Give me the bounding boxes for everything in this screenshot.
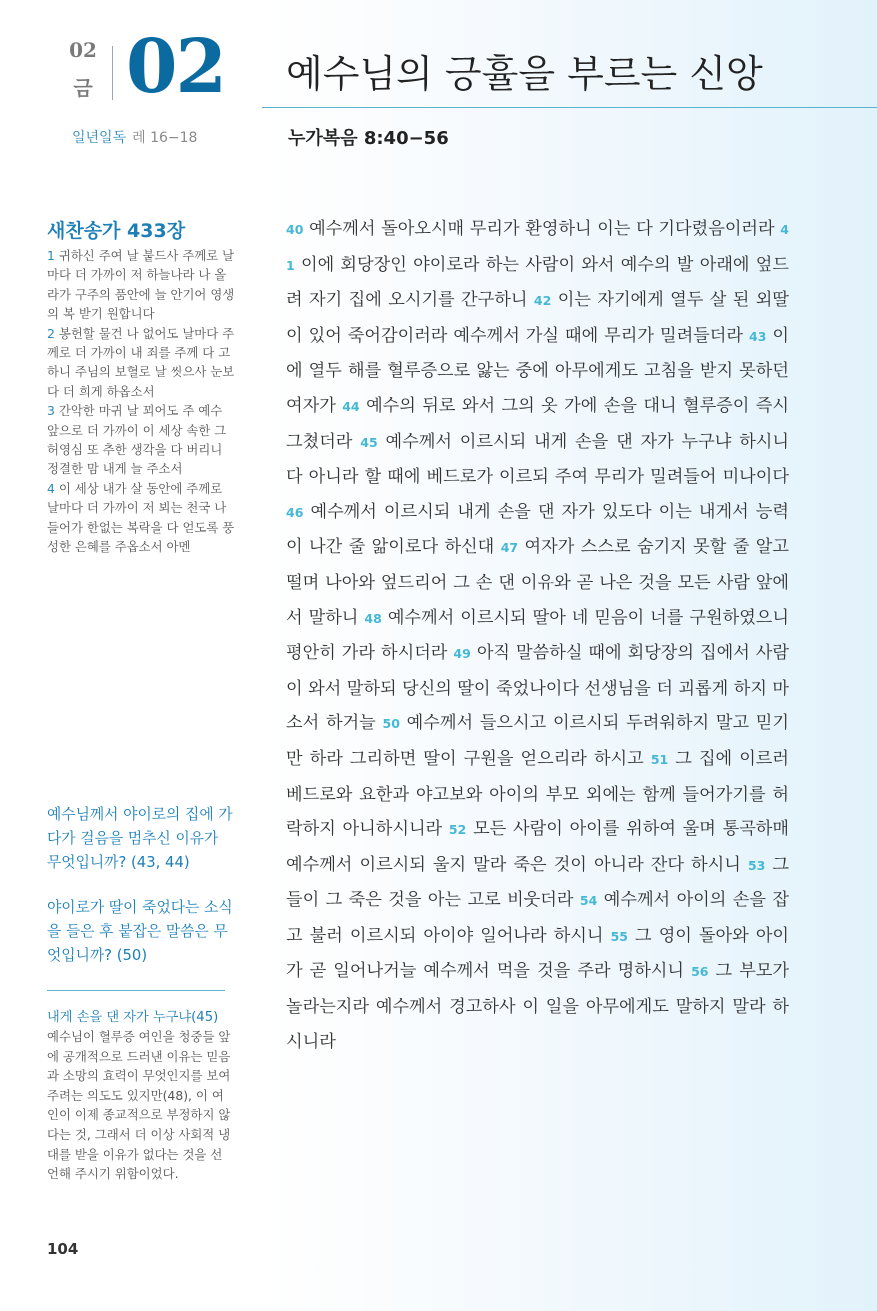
- verse-number: 48: [364, 610, 382, 626]
- verse-text: 이에 열두 해를 혈루증으로 앓는 중에 아무에게도 고침을 받지 못하던 여자가: [286, 325, 790, 416]
- small-date: 02: [69, 38, 97, 62]
- reading-label: 일년일독: [72, 130, 127, 146]
- verse-text: 이에 회당장인 야이로라 하는 사람이 와서 예수의 발 아래에 엎드려 자기 집에 오시기를 간구하니: [286, 254, 789, 311]
- verse-number: 54: [579, 893, 598, 909]
- annual-reading: [72, 127, 197, 147]
- verse-text: 아직 말씀하실 때에 회당장의 집에서 사람이 와서 말하되 당신의 딸이 죽었나이다 선생님을 더 괴롭게 하지 마소서 하거늘: [286, 643, 790, 734]
- hymn-title: 새찬송가 433장: [47, 220, 186, 242]
- question-1: 예수님께서 야이로의 집에 가다가 걸음을 멈추신 이유가 무엇입니까? (43, 44): [47, 806, 233, 871]
- verse-text: 예수께서 이르시되 내게 손을 댄 자가 있도다 이는 내게서 능력이 나간 줄 앎이로다 하신대: [286, 501, 789, 558]
- hymn-verse-number: 4: [47, 480, 55, 496]
- note-divider: [47, 990, 225, 991]
- day-of-week: 금: [73, 76, 93, 100]
- verse-number: 45: [360, 434, 378, 450]
- note-title: 내게 손을 댄 자가 누구냐(45): [47, 1010, 219, 1025]
- hymn-verse-number: 3: [47, 403, 55, 419]
- verse-number: 53: [747, 857, 766, 873]
- verse-number: 47: [500, 540, 519, 556]
- page-title: 예수님의 긍휼을 부르는 신앙: [286, 52, 763, 96]
- hymn-verse-number: 1: [47, 248, 55, 263]
- hymn-verse-number: 2: [47, 325, 55, 341]
- verse-text: 모든 사람이 아이를 위하여 울며 통곡하매 예수께서 이르시되 울지 말라 죽은 것이 아니라 잔다 하시니: [286, 819, 790, 875]
- question-2: 야이로가 딸이 죽었다는 소식을 들은 후 붙잡은 말씀은 무엇입니까? (50): [47, 899, 233, 964]
- date-divider: [112, 46, 113, 100]
- note-body: 예수님이 혈루증 여인을 청중들 앞에 공개적으로 드러낸 이유는 믿음과 소망의 효력이 무엇인지를 보여주려는 의도도 있지만(48), 이 여인이 이제 종교적으로 부정하지 않다는 것, 그래서 더 이상 사회적 냉대를 받을 이유가 없다는 것을 선언해 주시기 위함이었다.: [47, 1029, 231, 1182]
- verse-number: 40: [286, 222, 304, 237]
- verse-number: 46: [286, 504, 304, 520]
- verse-number: 52: [448, 822, 467, 838]
- big-date: 02: [126, 24, 225, 110]
- passage-reference: 누가복음 8:40−56: [288, 128, 449, 149]
- title-rule: [262, 107, 877, 108]
- verse-text: 그 집에 이르러 베드로와 요한과 야고보와 아이의 부모 외에는 함께 들어가기를 허락하지 아니하시니라: [286, 748, 790, 840]
- verse-text: 그 영이 돌아와 아이가 곧 일어나거늘 예수께서 먹을 것을 주라 명하시니: [286, 925, 790, 982]
- hymn-verse-text: 귀하신 주여 날 붙드사 주께로 날마다 더 가까이 저 하늘나라 나 올라가 구주의 품안에 늘 안기어 영생의 복 받기 원합니다: [47, 248, 235, 322]
- hymn-verse-text: 봉헌할 물건 나 없어도 날마다 주께로 더 가까이 내 죄를 주께 다 고하니 주님의 보혈로 날 씻으사 눈보다 더 희게 하옵소서: [47, 325, 235, 399]
- verse-text: 여자가 스스로 숨기지 못할 줄 알고 떨며 나아와 엎드리어 그 손 댄 이유와 곧 나은 것을 모든 사람 앞에서 말하니: [286, 537, 790, 628]
- page-number: 104: [47, 1240, 79, 1258]
- verse-number: 55: [610, 928, 628, 944]
- verse-text: 예수께서 돌아오시매 무리가 환영하니 이는 다 기다렸음이러라: [309, 219, 775, 239]
- verse-text: 예수의 뒤로 와서 그의 옷 가에 손을 대니 혈루증이 즉시 그쳤더라: [286, 395, 790, 452]
- scripture-text: [286, 212, 789, 1059]
- verse-text: 예수께서 아이의 손을 잡고 불러 이르시되 아이야 일어나라 하시니: [286, 890, 790, 946]
- verse-number: 50: [382, 716, 400, 732]
- verse-text: 예수께서 이르시되 내게 손을 댄 자가 누구냐 하시니 다 아니라 할 때에 베드로가 이르되 주여 무리가 밀려들어 미나이다: [286, 431, 790, 488]
- hymn-lyrics: [47, 246, 237, 557]
- verse-text: 그 부모가 놀라는지라 예수께서 경고하사 이 일을 아무에게도 말하지 말라 하시니라: [286, 961, 790, 1052]
- verse-number: 56: [691, 964, 709, 980]
- hymn-verse-text: 이 세상 내가 살 동안에 주께로 날마다 더 가까이 저 뵈는 천국 나 들어가 한없는 복락을 다 얻도록 풍성한 은혜를 주옵소서 아멘: [47, 480, 235, 555]
- verse-number: 49: [453, 646, 471, 662]
- verse-number: 41: [286, 222, 789, 273]
- verse-text: 예수께서 이르시되 딸아 네 믿음이 너를 구원하였으니 평안히 가라 하시더라: [286, 607, 789, 664]
- verse-number: 43: [749, 328, 767, 344]
- hymn-verse-text: 간악한 마귀 날 꾀어도 주 예수 앞으로 더 가까이 이 세상 속한 그 허영심 또 추한 생각을 다 버리니 정결한 맘 내게 늘 주소서: [47, 403, 227, 477]
- reading-ref: 레 16−18: [132, 130, 198, 146]
- verse-text: 예수께서 들으시고 이르시되 두려워하지 말고 믿기만 하라 그리하면 딸이 구원을 얻으리라 하시고: [286, 713, 790, 769]
- verse-text: 그들이 그 죽은 것을 아는 고로 비웃더라: [286, 854, 790, 911]
- verse-number: 42: [533, 293, 552, 309]
- verse-number: 44: [342, 398, 360, 414]
- verse-number: 51: [650, 751, 669, 767]
- verse-text: 이는 자기에게 열두 살 된 외딸이 있어 죽어감이러라 예수께서 가실 때에 무리가 밀려들더라: [286, 290, 790, 346]
